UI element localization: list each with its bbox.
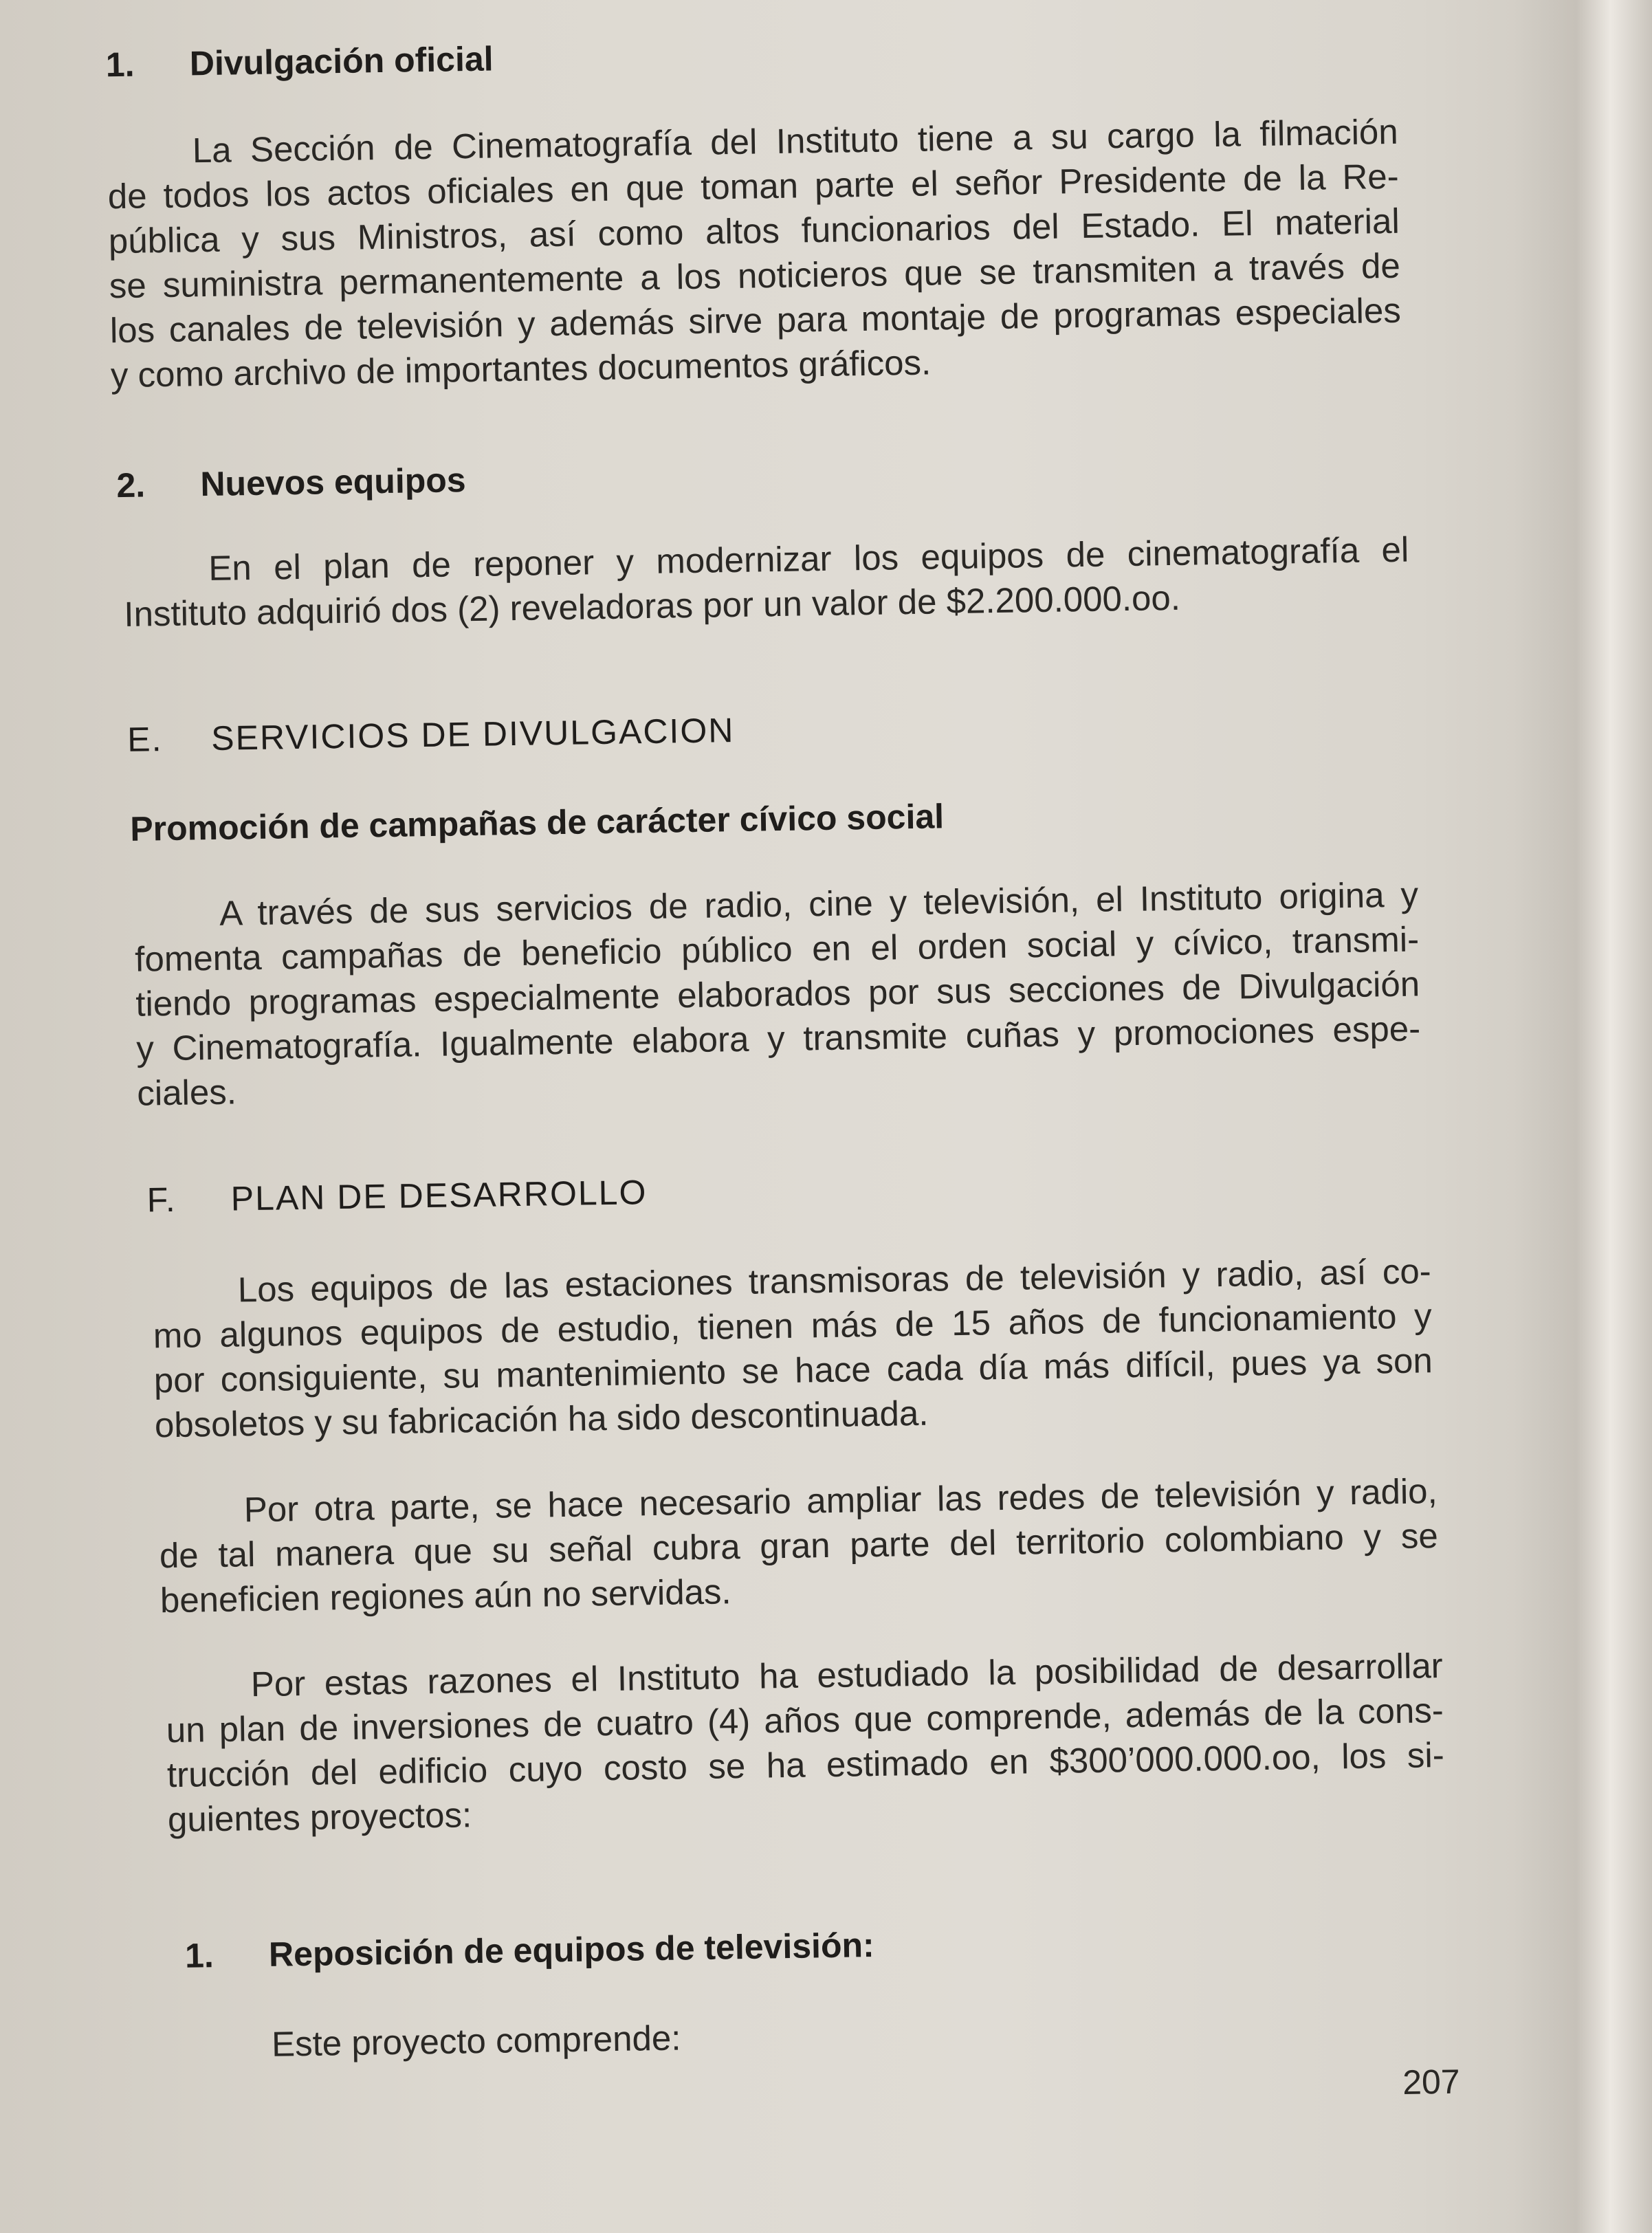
paragraph-line: y como archivo de importantes documentos gráficos. [110,342,932,395]
paragraph-promocion-de-campanas [134,872,1422,1115]
heading-title: Nuevos equipos [200,461,467,504]
paragraph-divulgacion-oficial [107,109,1402,397]
heading-title: Reposición de equipos de televisión: [268,1926,875,1974]
paragraph-line: La Sección de Cinematografía del Instituto tiene a su cargo la filmación [192,111,1399,170]
paragraph-line: Instituto adquirió dos (2) reveladoras por un valor de $2.200.000.oo. [123,578,1181,634]
paragraph-line: Este proyecto comprende: [271,2018,681,2064]
paragraph-line: un plan de inversiones de cuatro (4) años que comprende, además de la cons- [166,1691,1444,1750]
paragraph-line: de todos los actos oficiales en que toman parte el señor Presidente de la Re- [107,156,1400,217]
paragraph-equipos-obsoletos [152,1248,1433,1447]
paragraph-este-proyecto [188,2010,1013,2068]
heading-number: 1. [184,1936,214,1975]
heading-number: 2. [116,465,146,505]
paragraph-line: por consiguiente, su mantenimiento se hace cada día más difícil, pues ya son [153,1341,1433,1400]
paragraph-line: A través de sus servicios de radio, cine y televisión, el Instituto origina y [219,874,1419,933]
subheading-promocion-de-campanas [130,795,945,850]
paragraph-line: Por otra parte, se hace necesario ampliar las redes de televisión y radio, [243,1471,1438,1530]
paragraph-line: guientes proyectos: [167,1795,472,1840]
section-letter: F. [146,1180,177,1220]
section-letter: E. [126,720,163,759]
paragraph-line: trucción del edificio cuyo costo se ha estimado en $300’000.000.oo, los si- [166,1735,1445,1795]
paragraph-line: ciales. [136,1072,237,1113]
paragraph-plan-de-inversiones [165,1643,1445,1842]
heading-number: 1. [105,45,135,85]
paragraph-line: Los equipos de las estaciones transmisoras de televisión y radio, así co- [237,1251,1432,1310]
section-f-plan-de-desarrollo [146,1172,647,1220]
section-title: SERVICIOS DE DIVULGACION [210,711,735,758]
paragraph-line: de tal manera que su señal cubra gran parte del territorio colombiano y se [159,1516,1439,1576]
paragraph-line: Por estas razones el Instituto ha estudiado la posibilidad de desarrollar [250,1646,1444,1704]
heading-reposicion-de-equipos [185,1924,875,1977]
paragraph-line: fomenta campañas de beneficio público en el orden social y cívico, transmi- [134,919,1420,979]
paragraph-line: obsoletos y su fabricación ha sido descontinuada. [154,1393,929,1445]
paragraph-line: mo algunos equipos de estudio, tienen más de 15 años de funcionamiento y [153,1296,1433,1356]
section-title: PLAN DE DESARROLLO [230,1173,648,1218]
paragraph-nuevos-equipos [123,527,1410,637]
heading-title: Divulgación oficial [189,39,494,83]
page-number: 207 [1402,2062,1461,2102]
heading-divulgacion-oficial [105,38,494,85]
paragraph-ampliar-redes [158,1468,1439,1622]
section-e-servicios-de-divulgacion [127,710,735,760]
paragraph-line: se suministra permanentemente a los noticieros que se transmiten a través de [109,245,1401,306]
paragraph-line: los canales de televisión y además sirve para montaje de programas especiales [109,290,1402,351]
heading-nuevos-equipos [116,459,466,506]
paragraph-line: tiendo programas especialmente elaborados por sus secciones de Divulgación [135,964,1420,1024]
subheading-title: Promoción de campañas de carácter cívico social [129,797,945,848]
paragraph-line: En el plan de reponer y modernizar los equipos de cinematografía el [208,529,1409,588]
paragraph-line: y Cinematografía. Igualmente elabora y transmite cuñas y promociones espe- [135,1009,1421,1068]
paragraph-line: beneficien regiones aún no servidas. [159,1572,731,1620]
paragraph-line: pública y sus Ministros, así como altos funcionarios del Estado. El material [108,201,1400,261]
